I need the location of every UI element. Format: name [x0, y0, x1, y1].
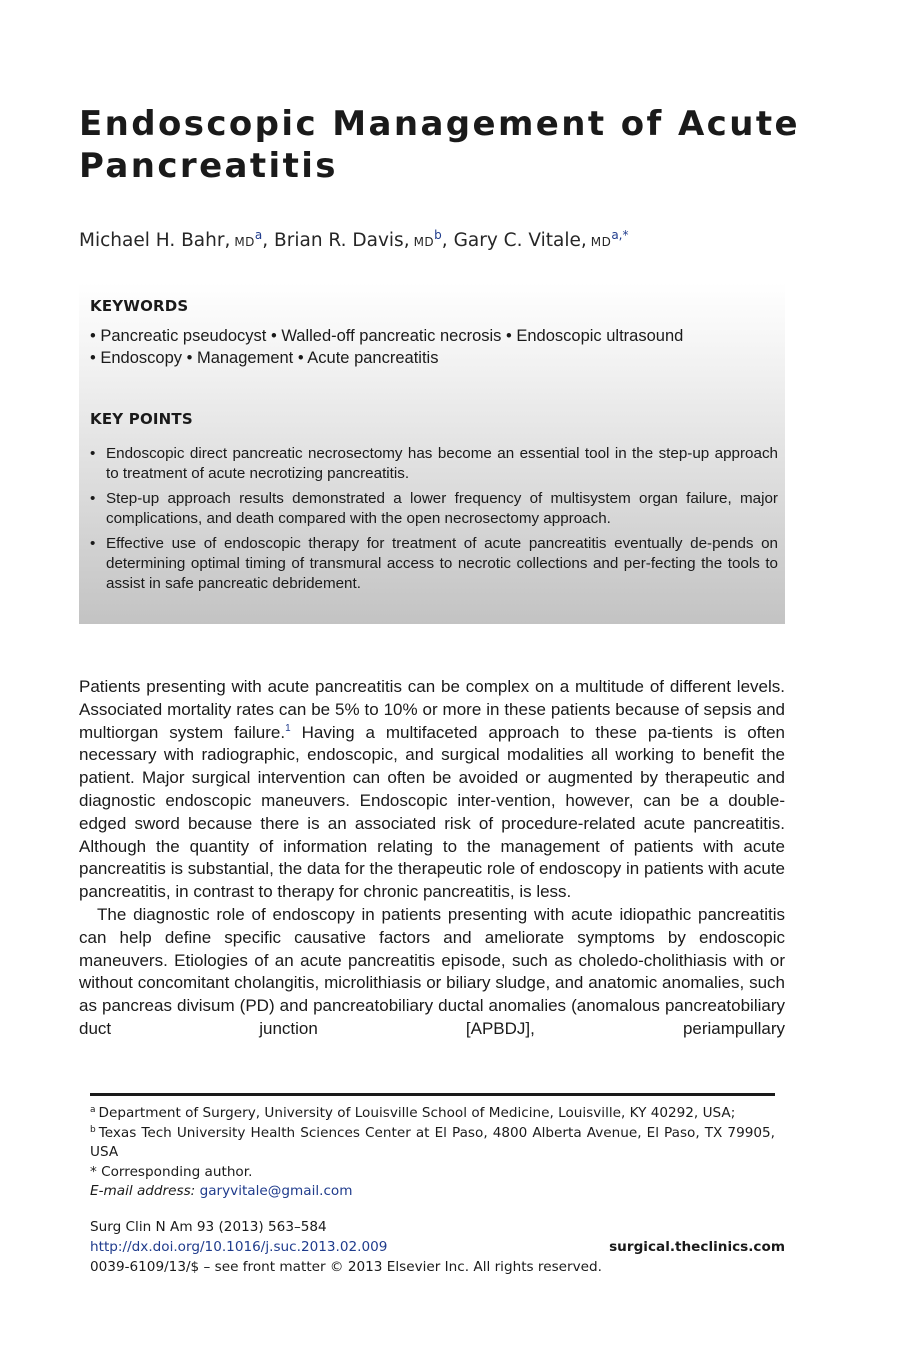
author-degree: MD	[590, 235, 612, 249]
author-degree: MD	[413, 235, 435, 249]
keywords-heading: KEYWORDS	[90, 297, 189, 315]
affiliation-text: Texas Tech University Health Sciences Center at El Paso, 4800 Alberta Avenue, El Paso, TX 79905, USA	[90, 1124, 775, 1160]
citation-row	[90, 1237, 785, 1257]
article-title	[79, 103, 819, 187]
author-name: Brian R. Davis,	[274, 230, 410, 251]
key-point-item	[90, 534, 778, 594]
key-point-item	[90, 444, 778, 484]
key-point-text: Effective use of endoscopic therapy for treatment of acute pancreatitis eventually de-pends on determining optimal timing of transmural access to necrotic collections and per-fecting the tools to assist in safe pancreatic debridement.	[106, 535, 778, 592]
key-points-list	[90, 444, 778, 599]
keywords-line: • Endoscopy • Management • Acute pancreatitis	[90, 349, 439, 367]
body-text-run: Patients presenting with acute pancreatitis can be complex on a multitude of different levels. Associated mortality rates can be 5% to 10% or more in these patients because of sepsis and multiorgan system failure.	[79, 677, 785, 742]
bullet-icon: •	[90, 445, 96, 462]
author-name: Michael H. Bahr,	[79, 230, 231, 251]
article-title-line-1: Endoscopic Management of Acute	[79, 104, 800, 144]
key-point-text: Step-up approach results demonstrated a lower frequency of multisystem organ failure, major complications, and death compared with the open necrosectomy approach.	[106, 490, 778, 527]
email-line	[90, 1182, 775, 1202]
author-affiliation-link[interactable]: b	[434, 228, 442, 242]
citation-block	[90, 1217, 785, 1277]
doi-link[interactable]: http://dx.doi.org/10.1016/j.suc.2013.02.009	[90, 1239, 388, 1255]
author-list: Michael H. Bahr, $MD^a$, Brian R. Davis, $MD^b$, Gary C. Vitale, $MD^{a,*}$	[79, 228, 629, 251]
footnote-divider	[90, 1093, 775, 1096]
key-point-item	[90, 489, 778, 529]
key-points-heading: KEY POINTS	[90, 410, 193, 428]
affiliation-b	[90, 1124, 775, 1163]
copyright-line: 0039-6109/13/$ – see front matter © 2013 Elsevier Inc. All rights reserved.	[90, 1259, 602, 1275]
email-link[interactable]: garyvitale@gmail.com	[199, 1183, 353, 1199]
bullet-icon: •	[90, 535, 96, 552]
affiliation-mark: a	[90, 1105, 96, 1115]
keywords-line: • Pancreatic pseudocyst • Walled-off pancreatic necrosis • Endoscopic ultrasound	[90, 327, 684, 345]
keywords-list	[90, 325, 780, 369]
author-affiliation-link[interactable]: a,*	[611, 228, 629, 242]
key-point-text: Endoscopic direct pancreatic necrosectomy has become an essential tool in the step-up approach to treatment of acute necrotizing pancreatitis.	[106, 445, 778, 482]
author-degree: MD	[234, 235, 255, 249]
keywords-keypoints-box	[79, 283, 785, 624]
author-name: Gary C. Vitale,	[453, 230, 587, 251]
article-title-line-2: Pancreatitis	[79, 146, 338, 186]
footnotes	[90, 1104, 775, 1202]
affiliation-text: Department of Surgery, University of Louisville School of Medicine, Louisville, KY 40292, USA;	[98, 1105, 736, 1121]
body-paragraph: The diagnostic role of endoscopy in patients presenting with acute idiopathic pancreatitis can help define specific causative factors and ameliorate symptoms by endoscopic maneuvers. Etiologies of an acute pancreatitis episode, such as choledo-cholithiasis with or without concomitant cholangitis, microlithiasis or biliary sludge, and anatomic anomalies, such as pancreas divisum (PD) and pancreatobiliary ductal anomalies (anomalous pancreatobiliary duct junction [APBDJ], periampullary	[79, 904, 785, 1038]
email-label: E-mail address:	[90, 1183, 196, 1199]
article-body	[79, 676, 785, 1041]
journal-citation: Surg Clin N Am 93 (2013) 563–584	[90, 1219, 327, 1235]
corresponding-author: * Corresponding author.	[90, 1163, 253, 1180]
journal-site: surgical.theclinics.com	[609, 1239, 785, 1255]
body-text-run: Having a multifaceted approach to these pa-tients is often necessary with radiographic, endoscopic, and surgical modalities all working to benefit the patient. Major surgical intervention can often be avoided or augmented by therapeutic and diagnostic endoscopic maneuvers. Endoscopic inter-vention, however, can be a double-edged sword because there is an associated risk of procedure-related acute pancreatitis. Although the quantity of information relating to the management of patients with acute pancreatitis is substantial, the data for the therapeutic role of endoscopy in patients with acute pancreatitis, in contrast to therapy for chronic pancreatitis, is less.	[79, 722, 786, 902]
affiliation-mark: b	[90, 1124, 96, 1135]
body-paragraph	[79, 676, 785, 904]
affiliation-a	[90, 1104, 775, 1124]
bullet-icon: •	[90, 490, 96, 507]
reference-link[interactable]: 1	[285, 722, 291, 734]
author-affiliation-link[interactable]: a	[254, 228, 263, 242]
